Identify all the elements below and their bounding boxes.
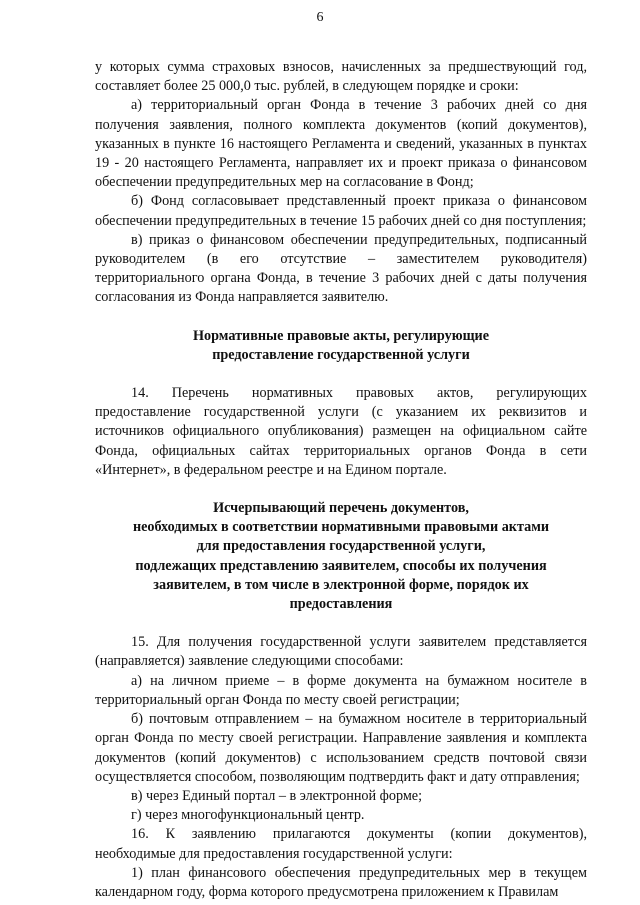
document-body [95,58,587,902]
paragraph: в) через Единый портал – в электронной форме; [131,787,423,804]
heading-line: заявителем, в том числе в электронной форме, порядок их [153,576,529,593]
paragraph: в) приказ о финансовом обеспечении предупредительных, подписанный руководителем (в его отсутствие – заместителем руководителя) территориального органа Фонда, в течение 3 рабочих дней с даты получения согласования из Фонда направляется заявителю. [95,231,587,306]
paragraph: 1) план финансового обеспечения предупредительных мер в текущем календарном году, форма которого предусмотрена приложением к Правилам [95,864,587,900]
heading-line: предоставления [289,596,393,613]
paragraph-16: 16. К заявлению прилагаются документы (копии документов), необходимые для предоставления государственной услуги: [95,826,587,862]
paragraph: а) территориальный орган Фонда в течение 3 рабочих дней со дня получения заявления, полного комплекта документов (копий документов), указанных в пункте 16 настоящего Регламента и сведений, указанных в пунктах 19 - 20 настоящего Регламента, направляет их и проект приказа о финансовом обеспечении предупредительных мер на согласование в Фонд; [95,97,587,191]
paragraph: б) почтовым отправлением – на бумажном носителе в территориальный орган Фонда по месту своей регистрации. Направление заявления и комплекта документов (копий документов) с использованием средств почтовой связи осуществляется способом, позволяющим подтвердить факт и дату отправления; [95,711,587,785]
heading-line: предоставление государственной услуги [212,346,470,363]
section-heading-legal-acts [95,327,587,365]
heading-line: необходимых в соответствии нормативными правовыми актами [132,519,550,536]
paragraph: у которых сумма страховых взносов, начисленных за предшествующий год, составляет более 25 000,0 тыс. рублей, в следующем порядке и сроки: [95,59,587,95]
page-number: 6 [316,10,324,25]
heading-line: Нормативные правовые акты, регулирующие [192,327,490,344]
section-heading-documents [95,499,587,614]
paragraph: г) через многофункциональный центр. [131,807,365,824]
paragraph-14: 14. Перечень нормативных правовых актов, регулирующих предоставление государственной услуги (с указанием их реквизитов и источников официального опубликования) размещен на официальном сайте Фонда, официальных сайтах территориальных органов Фонда в сети «Интернет», в федеральном реестре и на Едином портале. [95,385,587,478]
heading-line: подлежащих представлению заявителем, способы их получения [135,557,547,574]
paragraph: б) Фонд согласовывает представленный проект приказа о финансовом обеспечении предупредительных в течение 15 рабочих дней со дня поступления; [95,193,587,229]
paragraph: а) на личном приеме – в форме документа на бумажном носителе в территориальный орган Фонда по месту своей регистрации; [95,672,587,708]
heading-line: для предоставления государственной услуги, [196,538,486,555]
heading-line: Исчерпывающий перечень документов, [213,500,469,517]
paragraph-15: 15. Для получения государственной услуги заявителем представляется (направляется) заявление следующими способами: [95,634,587,670]
